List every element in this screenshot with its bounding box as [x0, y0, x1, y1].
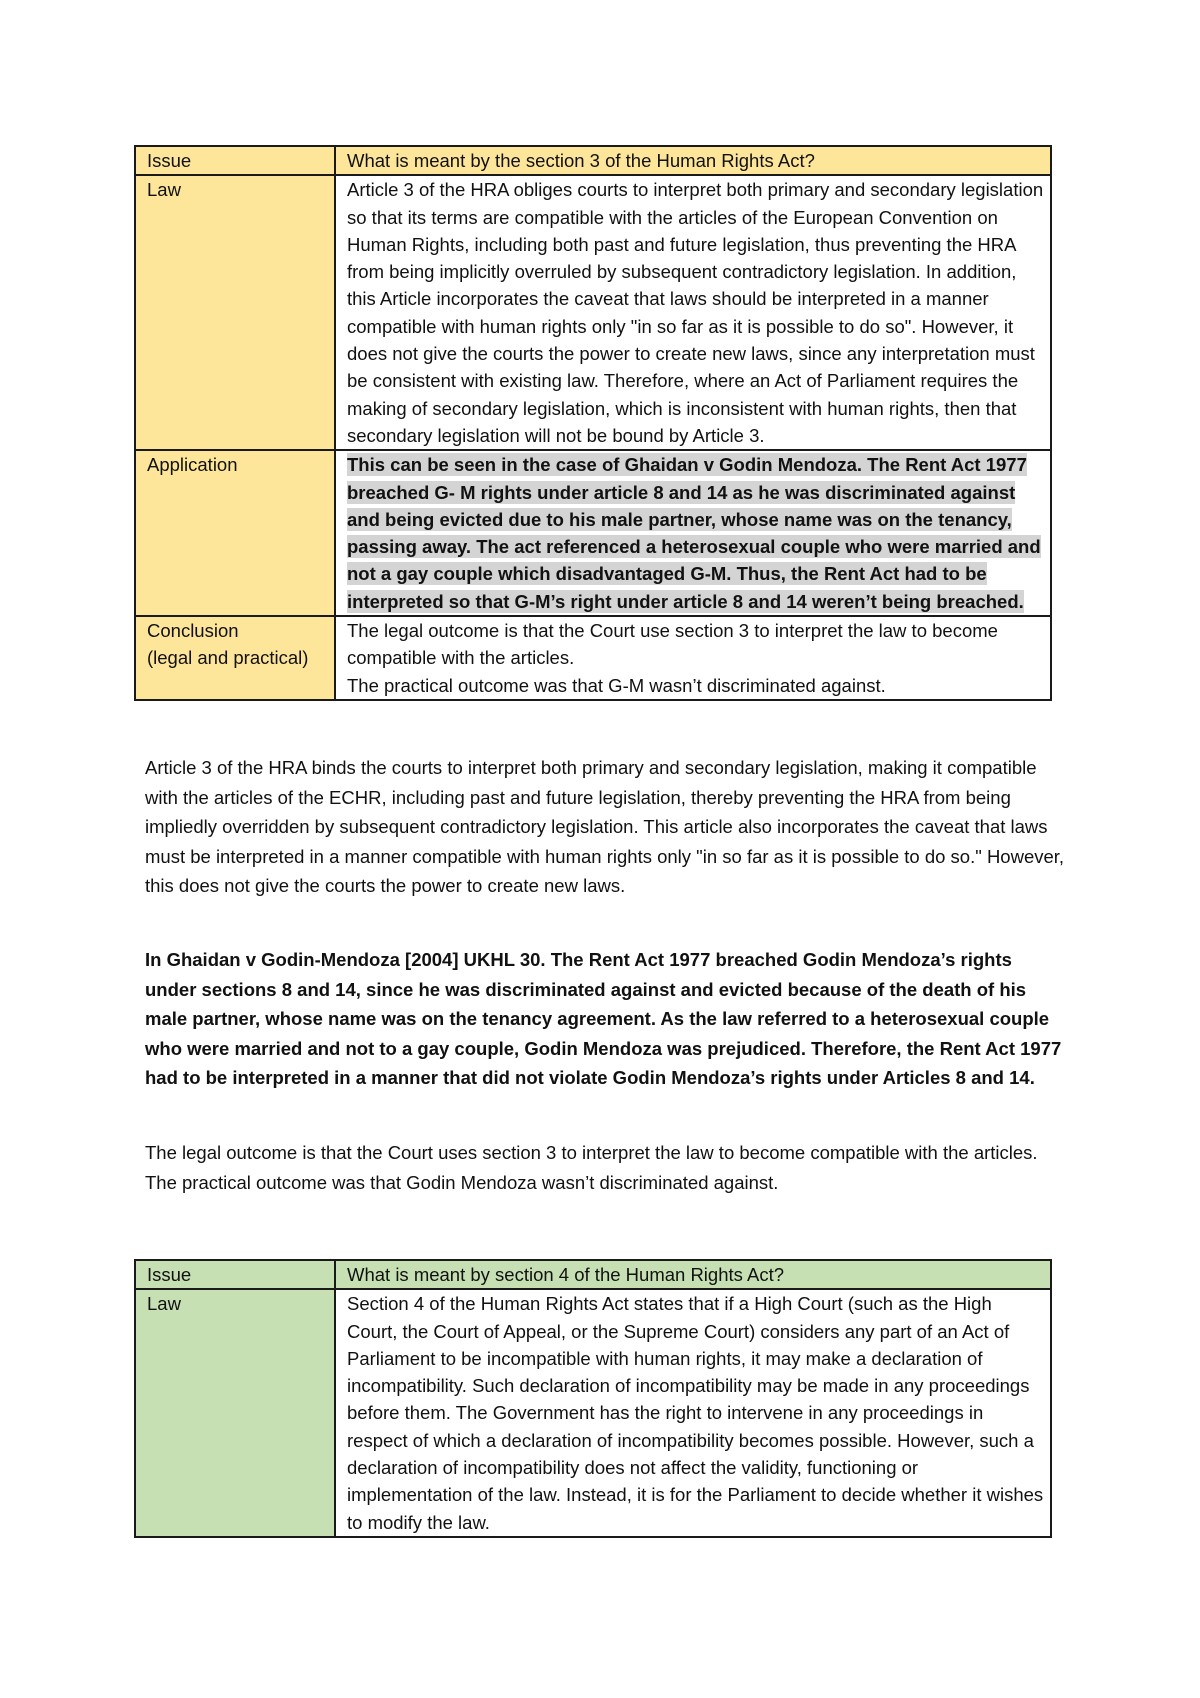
conclusion-sublabel: (legal and practical)	[147, 647, 309, 669]
issue-text: What is meant by the section 3 of the Human Rights Act?	[335, 146, 1051, 175]
application-row	[135, 450, 1051, 616]
conclusion-cell	[335, 616, 1051, 700]
section-3-irac-table	[134, 145, 1052, 701]
conclusion-legal-text: The legal outcome is that the Court use section 3 to interpret the law to become compatible with the articles.	[347, 620, 998, 669]
rewrite-conclusion-paragraph: The legal outcome is that the Court uses section 3 to interpret the law to become compatible with the articles. The practical outcome was that Godin Mendoza wasn’t discriminated against.	[145, 1142, 1038, 1193]
application-label: Application	[135, 450, 335, 616]
law-text: Article 3 of the HRA obliges courts to interpret both primary and secondary legislation so that its terms are compatible with the articles of the European Convention on Human Rights, including both past and future legislation, thus preventing the HRA from being implicitly overruled by subsequent contradictory legislation. In addition, this Article incorporates the caveat that laws should be interpreted in a manner compatible with human rights only "in so far as it is possible to do so". However, it does not give the courts the power to create new laws, since any interpretation must be consistent with existing law. Therefore, where an Act of Parliament requires the making of secondary legislation, which is inconsistent with human rights, then that secondary legislation will not be bound by Article 3.	[335, 175, 1051, 450]
law-row	[135, 175, 1051, 450]
issue-row	[135, 146, 1051, 175]
conclusion-label-cell	[135, 616, 335, 700]
application-text: This can be seen in the case of Ghaidan v Godin Mendoza. The Rent Act 1977 breached G- M rights under article 8 and 14 as he was discriminated against and being evicted due to his male partner, whose name was on the tenancy, passing away. The act referenced a heterosexual couple who were married and not a gay couple which disadvantaged G-M. Thus, the Rent Act had to be interpreted so that G-M’s right under article 8 and 14 weren’t being breached.	[347, 454, 1041, 612]
rewrite-law-paragraph: Article 3 of the HRA binds the courts to interpret both primary and secondary legislation, making it compatible with the articles of the ECHR, including past and future legislation, thereby preventing the HRA from being impliedly overridden by subsequent contradictory legislation. This article also incorporates the caveat that laws must be interpreted in a manner compatible with human rights only "in so far as it is possible to do so." However, this does not give the courts the power to create new laws.	[145, 757, 1065, 896]
conclusion-practical-text: The practical outcome was that G-M wasn’t discriminated against.	[347, 674, 886, 696]
law-row	[135, 1289, 1051, 1537]
application-cell	[335, 450, 1051, 616]
issue-row	[135, 1260, 1051, 1289]
law-text: Section 4 of the Human Rights Act states that if a High Court (such as the High Court, the Court of Appeal, or the Supreme Court) considers any part of an Act of Parliament to be incompatible with human rights, it may make a declaration of incompatibility. Such declaration of incompatibility may be made in any proceedings before them. The Government has the right to intervene in any proceedings in respect of which a declaration of incompatibility becomes possible. However, such a declaration of incompatibility does not affect the validity, functioning or implementation of the law. Instead, it is for the Parliament to decide whether it wishes to modify the law.	[335, 1289, 1051, 1537]
law-label: Law	[135, 175, 335, 450]
issue-text: What is meant by section 4 of the Human Rights Act?	[335, 1260, 1051, 1289]
conclusion-label: Conclusion	[147, 620, 239, 642]
law-label: Law	[135, 1289, 335, 1537]
section-4-irac-table	[134, 1259, 1052, 1538]
issue-label: Issue	[135, 1260, 335, 1289]
rewrite-application-paragraph: In Ghaidan v Godin-Mendoza [2004] UKHL 30. The Rent Act 1977 breached Godin Mendoza’s rights under sections 8 and 14, since he was discriminated against and evicted because of the death of his male partner, whose name was on the tenancy agreement. As the law referred to a heterosexual couple who were married and not to a gay couple, Godin Mendoza was prejudiced. Therefore, the Rent Act 1977 had to be interpreted in a manner that did not violate Godin Mendoza’s rights under Articles 8 and 14.	[145, 949, 1062, 1088]
issue-label: Issue	[135, 146, 335, 175]
conclusion-row	[135, 616, 1051, 700]
